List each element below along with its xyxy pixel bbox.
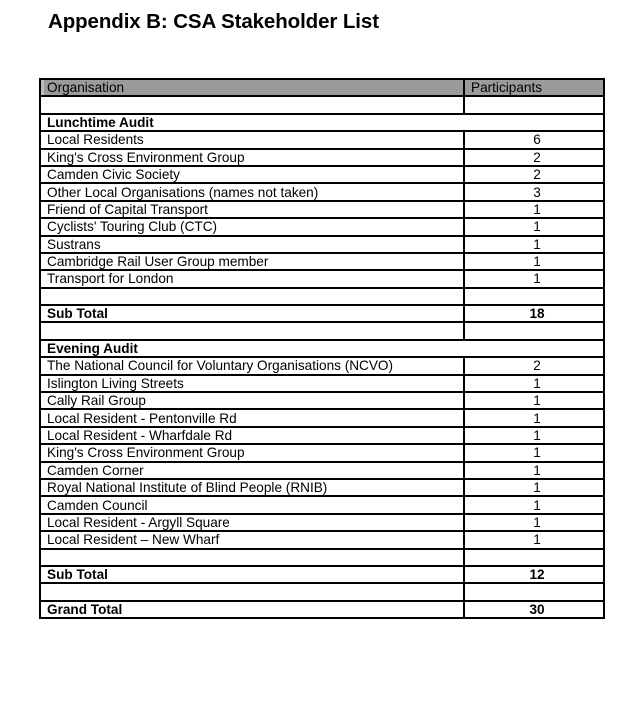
participants-cell: 1 (464, 462, 604, 479)
table-row (40, 531, 604, 548)
participants-cell: 1 (464, 201, 604, 218)
organisation-cell: Other Local Organisations (names not taken) (40, 183, 464, 200)
organisation-cell: Friend of Capital Transport (40, 201, 464, 218)
section-heading: Lunchtime Audit (40, 114, 604, 131)
participants-cell: 1 (464, 218, 604, 235)
page-title: Appendix B: CSA Stakeholder List (48, 10, 379, 33)
spacer-row (40, 322, 604, 339)
organisation-cell: Sustrans (40, 236, 464, 253)
subtotal-label: Sub Total (40, 305, 464, 322)
table-row (40, 444, 604, 461)
organisation-cell: Cambridge Rail User Group member (40, 253, 464, 270)
participants-cell: 1 (464, 444, 604, 461)
organisation-cell: Islington Living Streets (40, 375, 464, 392)
subtotal-value: 12 (464, 566, 604, 583)
grand-total-row (40, 601, 604, 618)
organisation-cell: Local Resident - Argyll Square (40, 514, 464, 531)
participants-cell: 1 (464, 236, 604, 253)
table-row (40, 166, 604, 183)
table-row (40, 183, 604, 200)
organisation-cell: Camden Council (40, 496, 464, 513)
table-row (40, 496, 604, 513)
organisation-cell: Local Residents (40, 131, 464, 148)
table-row (40, 253, 604, 270)
organisation-cell: Camden Corner (40, 462, 464, 479)
participants-cell: 1 (464, 427, 604, 444)
participants-cell: 1 (464, 253, 604, 270)
participants-cell: 2 (464, 149, 604, 166)
participants-cell: 6 (464, 131, 604, 148)
section-heading-row (40, 114, 604, 131)
table-row (40, 427, 604, 444)
organisation-cell: Cally Rail Group (40, 392, 464, 409)
table-row (40, 479, 604, 496)
organisation-cell: Cyclists' Touring Club (CTC) (40, 218, 464, 235)
table-row (40, 462, 604, 479)
empty-cell (40, 288, 464, 305)
participants-cell: 1 (464, 496, 604, 513)
organisation-cell: Local Resident – New Wharf (40, 531, 464, 548)
empty-cell (464, 322, 604, 339)
subtotal-label: Sub Total (40, 566, 464, 583)
spacer-row (40, 583, 604, 600)
section-heading-row (40, 340, 604, 357)
table-row (40, 201, 604, 218)
empty-cell (464, 288, 604, 305)
spacer-row (40, 96, 604, 113)
grand-total-value: 30 (464, 601, 604, 618)
organisation-cell: Royal National Institute of Blind People (RNIB) (40, 479, 464, 496)
table-row (40, 236, 604, 253)
table-body (40, 96, 604, 618)
empty-cell (464, 549, 604, 566)
column-header-organisation: Organisation (40, 79, 464, 96)
spacer-row (40, 288, 604, 305)
participants-cell: 1 (464, 392, 604, 409)
participants-cell: 1 (464, 270, 604, 287)
table-row (40, 514, 604, 531)
empty-cell (464, 96, 604, 113)
empty-cell (40, 583, 464, 600)
organisation-cell: Local Resident - Wharfdale Rd (40, 427, 464, 444)
table-row (40, 392, 604, 409)
table-row (40, 270, 604, 287)
table-row (40, 375, 604, 392)
participants-cell: 3 (464, 183, 604, 200)
organisation-cell: King's Cross Environment Group (40, 149, 464, 166)
stakeholder-table (39, 78, 605, 619)
column-header-participants: Participants (464, 79, 604, 96)
organisation-cell: Transport for London (40, 270, 464, 287)
organisation-cell: Camden Civic Society (40, 166, 464, 183)
table-row (40, 357, 604, 374)
table-row (40, 218, 604, 235)
grand-total-label: Grand Total (40, 601, 464, 618)
participants-cell: 1 (464, 514, 604, 531)
participants-cell: 1 (464, 531, 604, 548)
table-header-row (40, 79, 604, 96)
participants-cell: 1 (464, 409, 604, 426)
table-row (40, 409, 604, 426)
organisation-cell: The National Council for Voluntary Organisations (NCVO) (40, 357, 464, 374)
organisation-cell: King's Cross Environment Group (40, 444, 464, 461)
subtotal-row (40, 305, 604, 322)
participants-cell: 2 (464, 357, 604, 374)
section-heading: Evening Audit (40, 340, 604, 357)
subtotal-value: 18 (464, 305, 604, 322)
table-row (40, 131, 604, 148)
table-row (40, 149, 604, 166)
subtotal-row (40, 566, 604, 583)
participants-cell: 1 (464, 375, 604, 392)
participants-cell: 2 (464, 166, 604, 183)
organisation-cell: Local Resident - Pentonville Rd (40, 409, 464, 426)
empty-cell (40, 96, 464, 113)
empty-cell (40, 322, 464, 339)
spacer-row (40, 549, 604, 566)
participants-cell: 1 (464, 479, 604, 496)
empty-cell (464, 583, 604, 600)
empty-cell (40, 549, 464, 566)
